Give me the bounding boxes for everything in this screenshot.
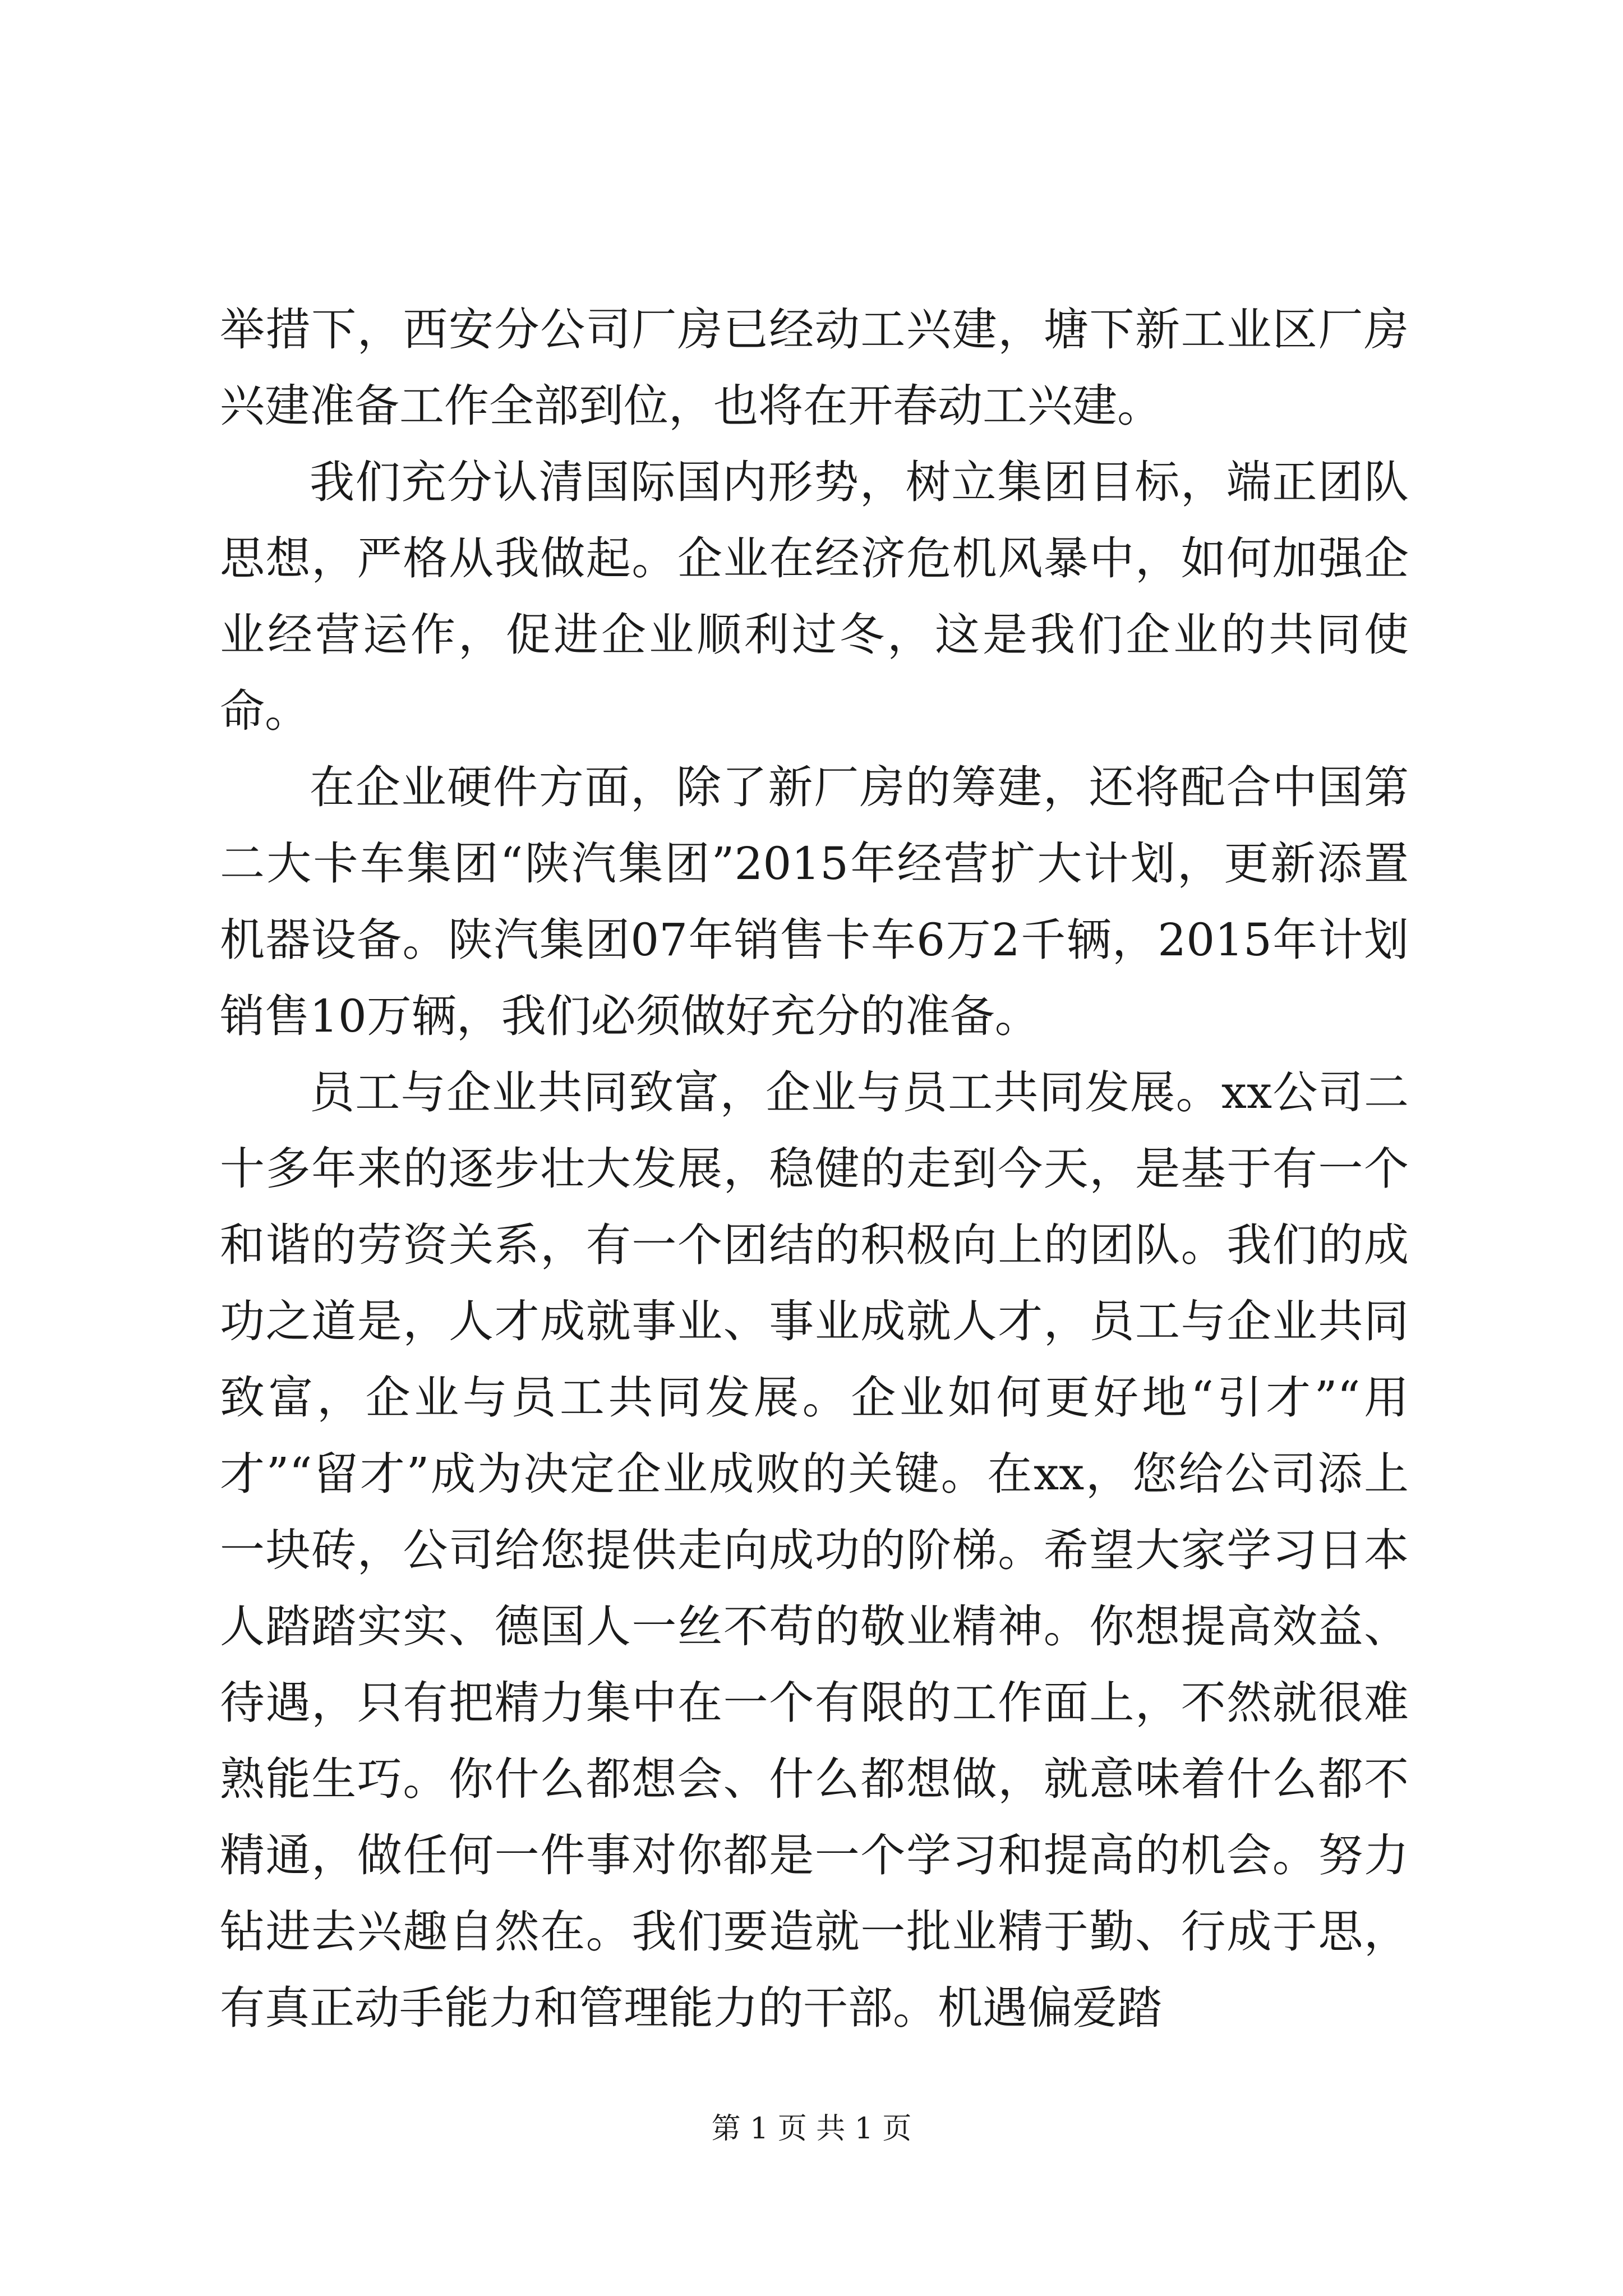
paragraph-1: 举措下，西安分公司厂房已经动工兴建，塘下新工业区厂房兴建准备工作全部到位，也将在开春动工兴建。: [220, 303, 1409, 432]
paragraph-2: 我们充分认清国际国内形势，树立集团目标，端正团队思想，严格从我做起。企业在经济危机风暴中，如何加强企业经营运作，促进企业顺利过冬，这是我们企业的共同使命。: [220, 456, 1409, 737]
document-body: [220, 292, 1409, 2046]
page-footer: 第 1 页 共 1 页: [711, 2112, 912, 2146]
paragraph-4: 员工与企业共同致富，企业与员工共同发展。xx公司二十多年来的逐步壮大发展，稳健的走到今天，是基于有一个和谐的劳资关系，有一个团结的积极向上的团队。我们的成功之道是，人才成就事业、事业成就人才，员工与企业共同致富，企业与员工共同发展。企业如何更好地“引才”“用才”“留才”成为决定企业成败的关键。在xx，您给公司添上一块砖，公司给您提供走向成功的阶梯。希望大家学习日本人踏踏实实、德国人一丝不苟的敬业精神。你想提高效益、待遇，只有把精力集中在一个有限的工作面上，不然就很难熟能生巧。你什么都想会、什么都想做，就意味着什么都不精通，做任何一件事对你都是一个学习和提高的机会。努力钻进去兴趣自然在。我们要造就一批业精于勤、行成于思，有真正动手能力和管理能力的干部。机遇偏爱踏: [220, 1066, 1409, 2034]
paragraph-3: 在企业硬件方面，除了新厂房的筹建，还将配合中国第二大卡车集团“陕汽集团”2015年经营扩大计划，更新添置机器设备。陕汽集团07年销售卡车6万2千辆，2015年计划销售10万辆，我们必须做好充分的准备。: [220, 761, 1409, 1042]
